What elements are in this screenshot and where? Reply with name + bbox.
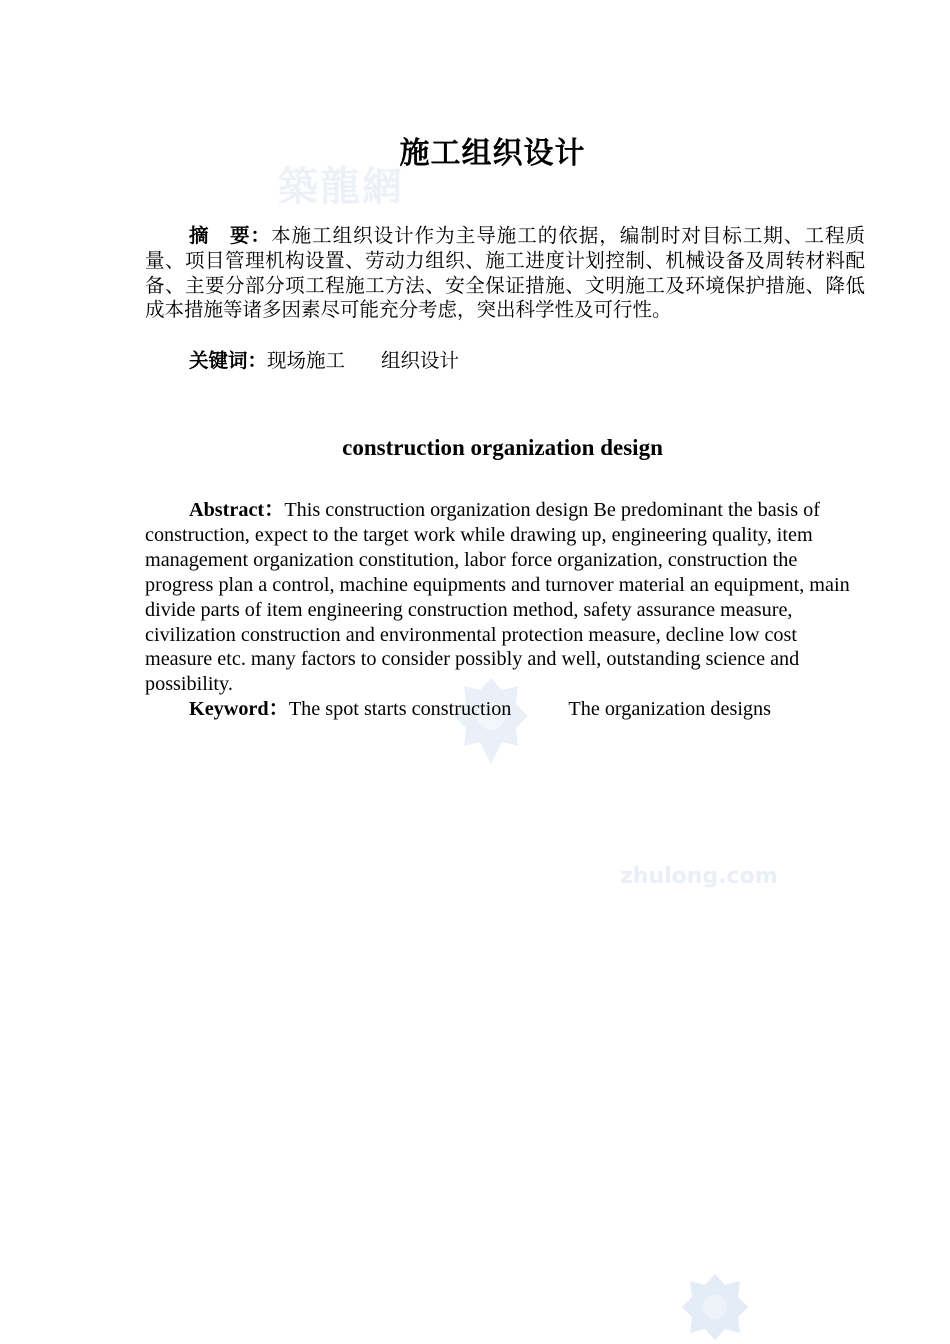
abstract-en-label: Abstract： [189, 499, 285, 521]
watermark-zhulong-en: zhulong.com [620, 864, 778, 889]
keyword-cn-2: 组织设计 [381, 349, 460, 372]
keywords-en [189, 697, 771, 722]
page-title-en: construction organization design [342, 435, 663, 460]
watermark-logo-bottom-icon [680, 1272, 750, 1342]
watermark-zhulong-cn: 築龍網 [278, 163, 404, 210]
abstract-en-text: This construction organization design Be predominant the basis of construction, expect to the target work while drawing up, engineering quality, item management organization constitution, labor force organization, construction the progress plan a control, machine equipments and turnover material an equipment, main divide parts of item engineering construction method, safety assurance measure, civilization construction and environmental protection measure, decline low cost measure etc. many factors to consider possibly and well, outstanding science and possibility. [145, 499, 850, 696]
keywords-cn-label: 关键词： [189, 349, 268, 372]
keywords-en-label: Keyword： [189, 698, 289, 720]
keywords-cn [189, 349, 459, 373]
abstract-cn-text: 本施工组织设计作为主导施工的依据，编制时对目标工期、工程质量、项目管理机构设置、劳动力组织、施工进度计划控制、机械设备及周转材料配备、主要分部分项工程施工方法、安全保证措施、文明施工及环境保护措施、降低成本措施等诸多因素尽可能充分考虑，突出科学性及可行性。 [145, 224, 865, 322]
abstract-cn [145, 224, 865, 323]
abstract-cn-label: 摘 要： [189, 224, 272, 247]
keyword-en-2: The organization designs [568, 698, 771, 720]
page-title-cn: 施工组织设计 [399, 136, 586, 171]
keyword-en-1: The spot starts construction [288, 698, 512, 720]
abstract-en [145, 498, 865, 697]
keyword-cn-1: 现场施工 [267, 349, 346, 372]
